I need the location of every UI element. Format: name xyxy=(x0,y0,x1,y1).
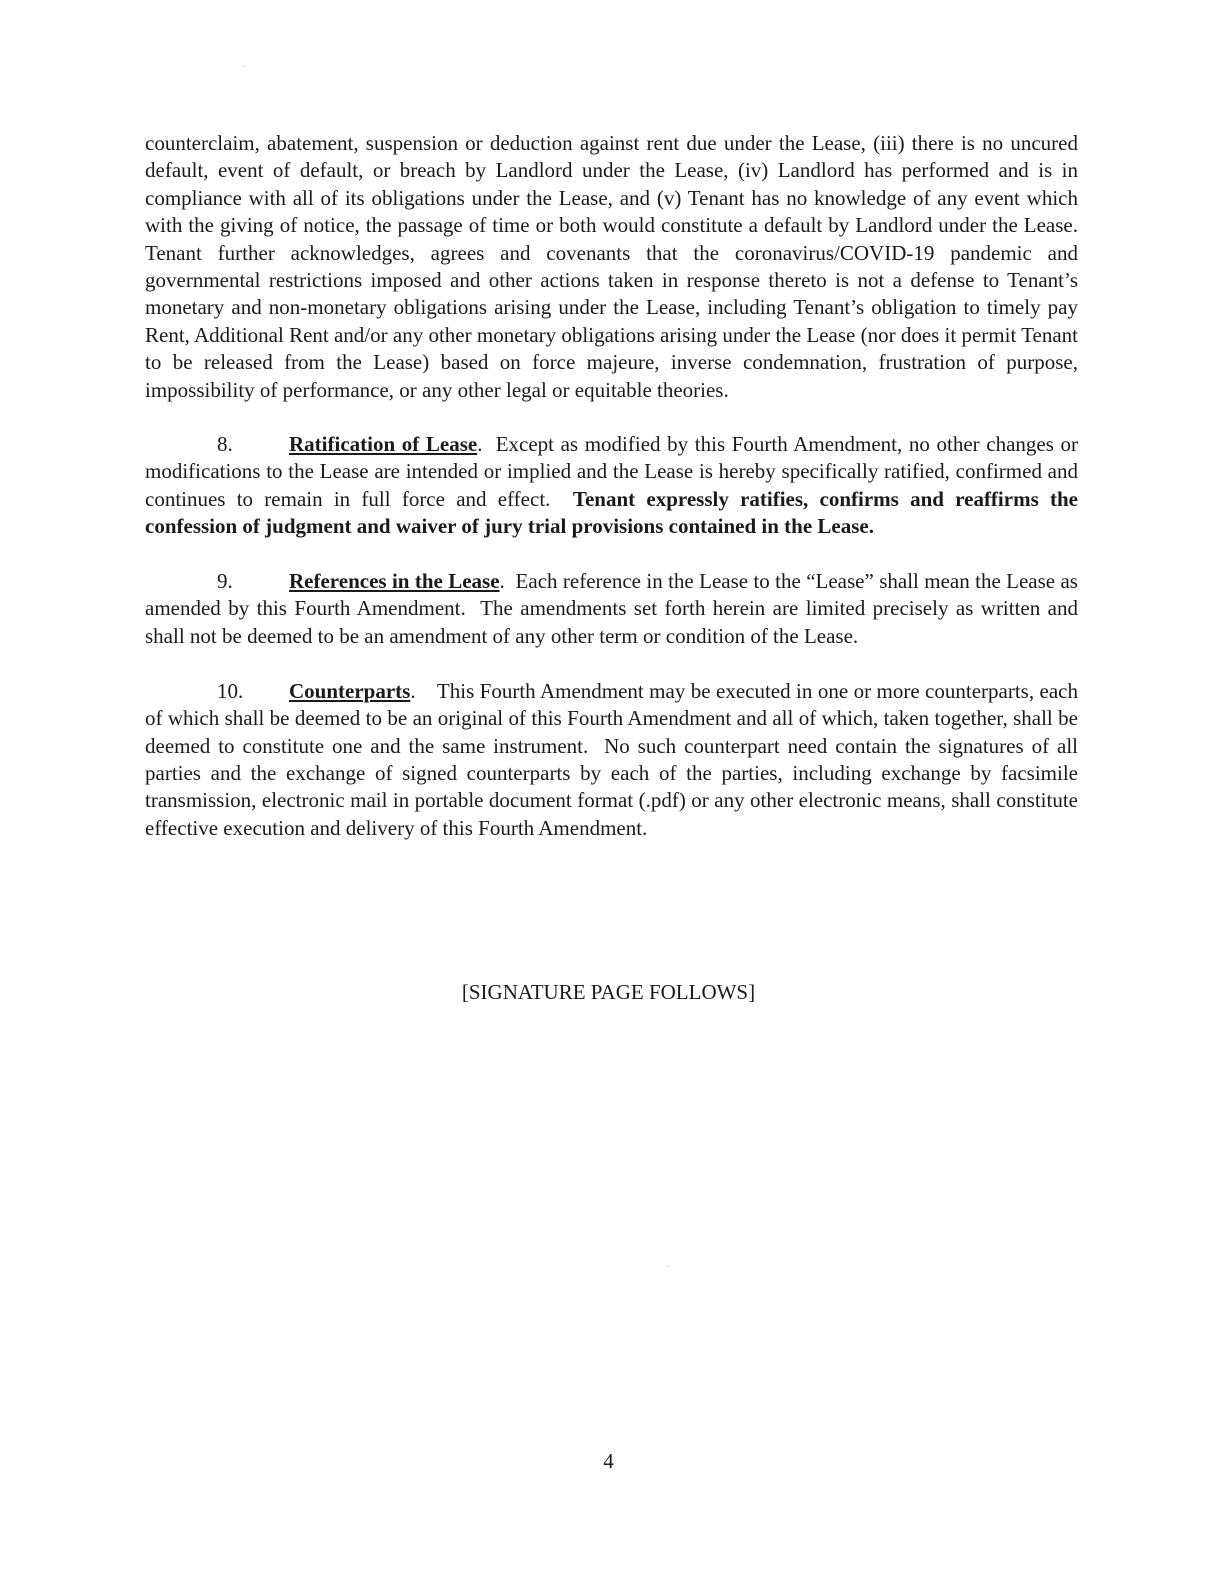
section-10 xyxy=(145,678,1084,842)
scan-speck xyxy=(668,1266,669,1267)
signature-page-note: [SIGNATURE PAGE FOLLOWS] xyxy=(461,980,756,1004)
section-8 xyxy=(145,431,1084,541)
document-body xyxy=(145,130,1084,870)
heading-suffix: . xyxy=(499,569,505,594)
section-9 xyxy=(145,568,1084,650)
section-number: 8. xyxy=(217,432,233,457)
heading-suffix: . xyxy=(410,678,416,703)
section-number: 10. xyxy=(217,678,244,703)
section-heading: Counterparts xyxy=(289,678,411,703)
continuation-paragraph: counterclaim, abatement, suspension or deduction against rent due under the Lease, (iii) there is no uncured default, event of default, or breach by Landlord under the Lease, (iv) Landlord has performed and is in compliance with all of its obligations under the Lease, and (v) Tenant has no knowledge of any event which with the giving of notice, the passage of time or both would constitute a default by Landlord under the Lease. Tenant further acknowledges, agrees and covenants that the coronavirus/COVID-19 pandemic and governmental restrictions imposed and other actions taken in response thereto is not a defense to Tenant’s monetary and non-monetary obligations arising under the Lease, including Tenant’s obligation to timely pay Rent, Additional Rent and/or any other monetary obligations arising under the Lease (nor does it permit Tenant to be released from the Lease) based on force majeure, inverse condemnation, frustration of purpose, impossibility of performance, or any other legal or equitable theories. xyxy=(145,131,1079,402)
section-number: 9. xyxy=(217,569,233,594)
section-body: Except as modified by this Fourth Amendment, no other changes or modifications to the Lease are intended or implied and the Lease is hereby specifically ratified, confirmed and continues to remain in full force and effect. xyxy=(145,432,1084,511)
section-heading: References in the Lease xyxy=(289,569,500,594)
section-bold-body: Tenant expressly ratifies, confirms and reaffirms the confession of judgment and waiver of jury trial provisions contained in the Lease. xyxy=(145,486,1078,539)
section-body: Each reference in the Lease to the “Lease” shall mean the Lease as amended by this Fourth Amendment. The amendments set forth herein are limited precisely as written and shall not be deemed to be an amendment of any other term or condition of the Lease. xyxy=(145,569,1084,648)
scan-speck xyxy=(243,66,244,67)
heading-suffix: . xyxy=(477,432,483,457)
page-number: 4 xyxy=(603,1449,614,1473)
section-heading: Ratification of Lease xyxy=(289,432,478,457)
section-body: This Fourth Amendment may be executed in one or more counterparts, each of which shall be deemed to be an original of this Fourth Amendment and all of which, taken together, shall be deemed to constitute one and the same instrument. No such counterpart need contain the signatures of all parties and the exchange of signed counterparts by each of the parties, including exchange by facsimile transmission, electronic mail in portable document format (.pdf) or any other electronic means, shall constitute effective execution and delivery of this Fourth Amendment. xyxy=(145,678,1084,840)
